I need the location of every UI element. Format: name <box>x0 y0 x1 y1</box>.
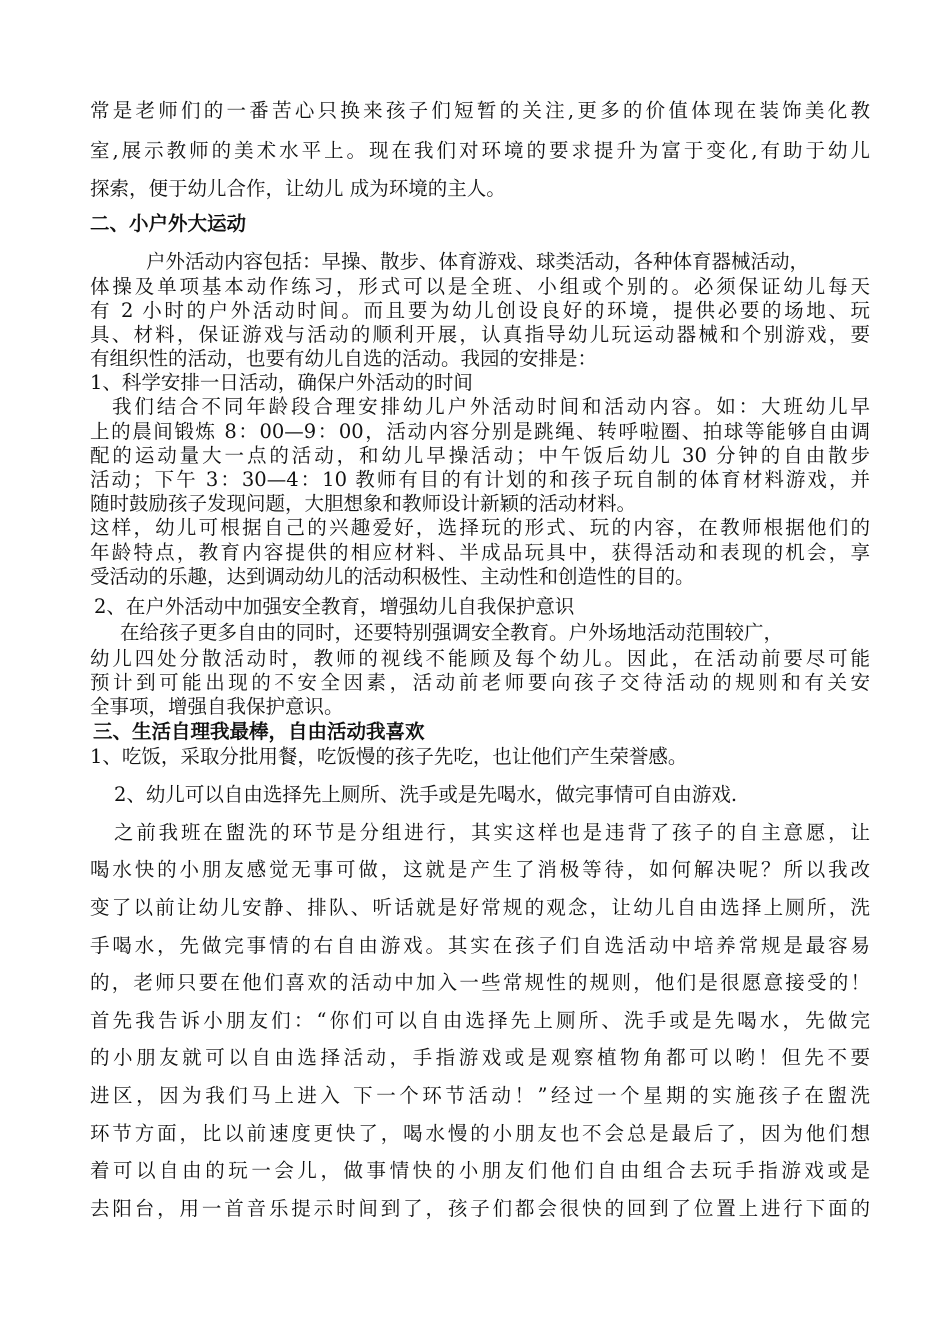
paragraph-line: 上的晨间锻炼 8：00—9：00，活动内容分别是跳绳、转呼啦圈、拍球等能够自由调 <box>90 420 870 443</box>
list-item-line: 1、吃饭，采取分批用餐，吃饭慢的孩子先吃，也让他们产生荣誉感。 <box>90 745 688 768</box>
paragraph-line: 预计到可能出现的不安全因素，活动前老师要向孩子交待活动的规则和有关安 <box>90 671 870 694</box>
paragraph-line: 进区，因为我们马上进入 下一个环节活动！”经过一个星期的实施孩子在盥洗 <box>90 1084 870 1107</box>
paragraph-line: 我们结合不同年龄段合理安排幼儿户外活动时间和活动内容。如：大班幼儿早 <box>112 395 870 418</box>
paragraph-line: 手喝水，先做完事情的右自由游戏。其实在孩子们自选活动中培养常规是最容易 <box>90 934 870 957</box>
list-item-heading: 2、在户外活动中加强安全教育，增强幼儿自我保护意识 <box>94 595 575 618</box>
paragraph-line: 年龄特点，教育内容提供的相应材料、半成品玩具中，获得活动和表现的机会，享 <box>90 541 870 564</box>
paragraph-line: 室,展示教师的美术水平上。现在我们对环境的要求提升为富于变化,有助于幼儿 <box>90 139 870 162</box>
paragraph-line: 的，老师只要在他们喜欢的活动中加入一些常规性的规则，他们是很愿意接受的！ <box>90 971 870 994</box>
paragraph-line: 体操及单项基本动作练习，形式可以是全班、小组或个别的。必须保证幼儿每天 <box>90 275 870 298</box>
section-heading: 二、小户外大运动 <box>90 212 247 235</box>
list-item-heading: 1、科学安排一日活动，确保户外活动的时间 <box>90 371 473 394</box>
paragraph-line: 有组织性的活动，也要有幼儿自选的活动。我园的安排是： <box>90 347 598 370</box>
list-item-line: 2、幼儿可以自由选择先上厕所、洗手或是先喝水，做完事情可自由游戏. <box>114 783 738 806</box>
paragraph-line: 首先我告诉小朋友们：“你们可以自由选择先上厕所、洗手或是先喝水，先做完 <box>90 1009 870 1032</box>
paragraph-line: 在给孩子更多自由的同时，还要特别强调安全教育。户外场地活动范围较广， <box>120 621 784 644</box>
paragraph-line: 这样，幼儿可根据自己的兴趣爱好，选择玩的形式、玩的内容，在教师根据他们的 <box>90 516 870 539</box>
paragraph-line: 配的运动量大一点的活动，和幼儿早操活动；中午饭后幼儿 30 分钟的自由散步 <box>90 444 870 467</box>
paragraph-line: 受活动的乐趣，达到调动幼儿的活动积极性、主动性和创造性的目的。 <box>90 565 695 588</box>
paragraph-line: 活动；下午 3：30—4：10 教师有目的有计划的和孩子玩自制的体育材料游戏，并 <box>90 468 870 491</box>
paragraph-line: 变了以前让幼儿安静、排队、听话就是好常规的观念，让幼儿自由选择上厕所，洗 <box>90 896 870 919</box>
paragraph-line: 喝水快的小朋友感觉无事可做，这就是产生了消极等待，如何解决呢？所以我改 <box>90 858 870 881</box>
paragraph-line: 环节方面，比以前速度更快了，喝水慢的小朋友也不会总是最后了，因为他们想 <box>90 1122 870 1145</box>
paragraph-line: 常是老师们的一番苦心只换来孩子们短暂的关注,更多的价值体现在装饰美化教 <box>90 99 870 122</box>
paragraph-line: 具、材料，保证游戏与活动的顺利开展，认真指导幼儿玩运动器械和个别游戏，要 <box>90 323 870 346</box>
paragraph-line: 之前我班在盥洗的环节是分组进行，其实这样也是违背了孩子的自主意愿，让 <box>114 821 870 844</box>
paragraph-line: 探索，便于幼儿合作，让幼儿 成为环境的主人。 <box>90 177 506 200</box>
paragraph-line: 幼儿四处分散活动时，教师的视线不能顾及每个幼儿。因此，在活动前要尽可能 <box>90 647 870 670</box>
section-heading: 三、生活自理我最棒，自由活动我喜欢 <box>93 720 425 743</box>
paragraph-line: 去阳台，用一首音乐提示时间到了，孩子们都会很快的回到了位置上进行下面的 <box>90 1197 870 1220</box>
paragraph-line: 全事项，增强自我保护意识。 <box>90 695 344 718</box>
paragraph-line: 户外活动内容包括：早操、散步、体育游戏、球类活动，各种体育器械活动， <box>146 250 810 273</box>
paragraph-line: 随时鼓励孩子发现问题，大胆想象和教师设计新颖的活动材料。 <box>90 492 637 515</box>
paragraph-line: 的小朋友就可以自由选择活动，手指游戏或是观察植物角都可以哟！但先不要 <box>90 1046 870 1069</box>
paragraph-line: 有 2 小时的户外活动时间。而且要为幼儿创设良好的环境，提供必要的场地、玩 <box>90 299 870 322</box>
paragraph-line: 着可以自由的玩一会儿，做事情快的小朋友们他们自由组合去玩手指游戏或是 <box>90 1159 870 1182</box>
